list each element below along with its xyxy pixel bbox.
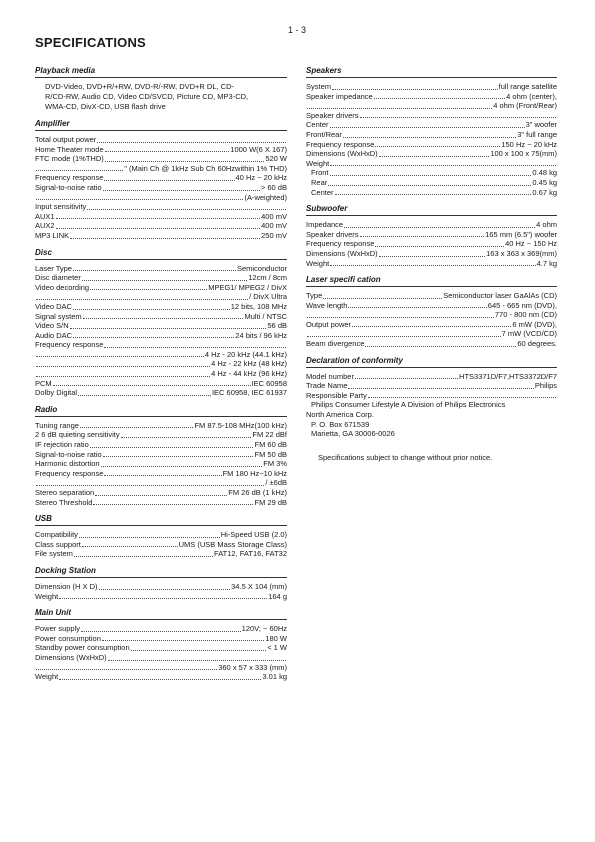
dot-leader <box>131 650 267 651</box>
spec-label: Trade Name <box>306 381 348 391</box>
dot-leader <box>36 170 123 171</box>
spec-label: Center <box>306 120 329 130</box>
spec-value: 4 ohm <box>536 220 557 230</box>
spec-value: (A-weighted) <box>244 192 287 202</box>
spec-value: 520 W <box>265 154 287 164</box>
dot-leader <box>80 427 194 428</box>
spec-row <box>35 312 287 322</box>
spec-label: Frequency response <box>35 340 104 350</box>
dot-leader <box>36 669 217 670</box>
spec-label: Video decording <box>35 282 90 292</box>
spec-label: IF rejection ratio <box>35 440 89 450</box>
spec-row <box>35 231 287 241</box>
spec-value: 4.7 kg <box>536 258 557 268</box>
spec-label: Dolby Digital <box>35 388 78 398</box>
spec-row <box>35 321 287 331</box>
section-docking-station <box>35 566 287 601</box>
spec-value: 3" woofer <box>525 120 557 130</box>
spec-row <box>306 301 557 311</box>
spec-row <box>35 359 287 369</box>
spec-value: 250 mV <box>261 230 287 240</box>
dot-leader <box>379 156 490 157</box>
specifications-note: Specifications subject to change without prior notice. <box>318 452 493 462</box>
spec-value: 0.48 kg <box>532 168 557 178</box>
spec-value: 1000 W(6 X 167) <box>230 144 287 154</box>
address-line: P. O. Box 671539 <box>311 419 370 429</box>
spec-row <box>306 291 557 301</box>
spec-label: File system <box>35 549 73 559</box>
dot-leader <box>368 397 556 398</box>
dot-leader <box>103 190 260 191</box>
spec-label: Dimension (H X D) <box>35 581 98 591</box>
spec-row <box>306 239 557 249</box>
spec-row <box>35 488 287 498</box>
section-playback-media <box>35 66 287 112</box>
spec-label: Beam divergence <box>306 339 365 349</box>
spec-value: UMS (USB Mass Storage Class) <box>178 539 287 549</box>
spec-value: full range satellite <box>498 82 557 91</box>
spec-row <box>35 498 287 508</box>
section-heading-laser-specification: Laser specifi cation <box>306 275 557 287</box>
section-heading-subwoofer: Subwoofer <box>306 204 557 216</box>
section-heading-main-unit: Main Unit <box>35 608 287 620</box>
spec-value: 4 Hz - 22 kHz (48 kHz) <box>211 359 287 369</box>
dot-leader <box>81 631 241 632</box>
spec-row <box>306 92 557 102</box>
spec-row <box>35 582 287 592</box>
spec-value: 163 x 363 x 369(mm) <box>486 248 557 258</box>
dot-leader <box>323 298 442 299</box>
declaration-address <box>306 400 557 438</box>
spec-row <box>306 310 557 320</box>
dot-leader <box>108 660 286 661</box>
spec-row <box>35 154 287 164</box>
dot-leader <box>74 556 213 557</box>
spec-value: 400 mV <box>261 211 287 221</box>
spec-value: IEC 60958, IEC 61937 <box>211 388 287 398</box>
spec-row <box>306 188 557 198</box>
spec-row <box>35 283 287 293</box>
spec-row <box>35 663 287 673</box>
dot-leader <box>352 326 511 327</box>
spec-row <box>35 421 287 431</box>
dot-leader <box>355 378 458 379</box>
dot-leader <box>348 307 486 308</box>
dot-leader <box>73 337 234 338</box>
spec-row <box>35 459 287 469</box>
spec-row <box>35 183 287 193</box>
spec-row <box>306 339 557 349</box>
spec-label: FTC mode (1%THD) <box>35 154 104 164</box>
spec-value: 12 bits, 108 MHz <box>230 301 287 311</box>
spec-row <box>306 259 557 269</box>
spec-value: 60 degrees. <box>517 339 557 349</box>
dot-leader <box>104 347 286 348</box>
spec-label: Video DAC <box>35 301 72 311</box>
dot-leader <box>348 388 534 389</box>
spec-label: Frequency response <box>35 173 104 183</box>
spec-label: Disc diameter <box>35 273 81 283</box>
spec-row <box>35 672 287 682</box>
spec-row <box>35 369 287 379</box>
dot-leader <box>335 194 532 195</box>
dot-leader <box>379 256 485 257</box>
spec-value: 100 x 100 x 75(mm) <box>490 149 557 159</box>
spec-row <box>35 540 287 550</box>
spec-label: AUX2 <box>35 221 55 231</box>
spec-value: FM 87.5-108 MHz(100 kHz) <box>194 420 287 430</box>
spec-label: Weight <box>306 258 330 268</box>
spec-label: Center <box>311 187 334 197</box>
spec-value: 24 bits / 96 kHz <box>235 330 287 340</box>
spec-value: 120V; ~ 60Hz <box>241 624 287 634</box>
spec-row <box>306 320 557 330</box>
dot-leader <box>53 385 251 386</box>
spec-row <box>306 168 557 178</box>
spec-value: / DivX Ultra <box>249 292 287 302</box>
spec-row <box>35 549 287 559</box>
spec-row <box>306 372 557 382</box>
section-radio <box>35 405 287 507</box>
dot-leader <box>90 289 207 290</box>
dot-leader <box>90 447 254 448</box>
spec-row <box>35 302 287 312</box>
spec-label: Stereo Threshold <box>35 497 93 507</box>
spec-value: > 60 dB <box>260 182 287 192</box>
spec-value: 12cm / 8cm <box>248 273 287 283</box>
address-line: North America Corp. <box>306 410 374 420</box>
spec-row <box>306 220 557 230</box>
spec-row <box>306 230 557 240</box>
spec-value: FM 26 dB (1 kHz) <box>228 488 287 497</box>
dot-leader <box>56 218 261 219</box>
section-disc <box>35 248 287 398</box>
spec-label: Stereo separation <box>35 488 95 497</box>
spec-value: 34.5 X 104 (mm) <box>231 581 287 591</box>
spec-label: Rear <box>311 177 328 187</box>
spec-row <box>306 159 557 169</box>
dot-leader <box>101 466 263 467</box>
section-heading-declaration: Declaration of conformity <box>306 356 557 368</box>
address-line: Philips Consumer Lifestyle A Division of Philips Electronics <box>311 400 506 410</box>
spec-value: 645 - 665 nm (DVD), <box>487 300 557 310</box>
spec-row <box>306 249 557 259</box>
dot-leader <box>70 238 260 239</box>
spec-value: FM 180 Hz~10 kHz <box>222 468 287 478</box>
spec-row <box>35 193 287 203</box>
spec-label: Speaker drivers <box>306 229 359 239</box>
spec-label: Output power <box>306 319 352 329</box>
spec-value: 40 Hz ~ 150 Hz <box>505 239 557 249</box>
spec-row <box>35 221 287 231</box>
spec-row <box>306 120 557 130</box>
spec-label: Laser Type <box>35 263 72 273</box>
spec-value: 360 x 57 x 333 (mm) <box>218 662 287 672</box>
spec-value: 0.45 kg <box>532 177 557 187</box>
dot-leader <box>344 227 535 228</box>
section-heading-radio: Radio <box>35 405 287 417</box>
spec-value: 40 Hz ~ 20 kHz <box>235 173 287 183</box>
spec-value: 4 Hz - 44 kHz (96 kHz) <box>211 369 287 379</box>
dot-leader <box>360 236 485 237</box>
dot-leader <box>79 537 220 538</box>
spec-label: Weight <box>35 591 59 601</box>
spec-label: Model number <box>306 371 354 381</box>
spec-value: FM 22 dBf <box>252 430 287 440</box>
spec-label: Power supply <box>35 624 81 634</box>
spec-value: HTS3371D/F7,HTS3372D/F7 <box>459 371 557 381</box>
spec-label: Class support <box>35 539 81 549</box>
spec-label: 2 6 dB quieting sensitivity <box>35 430 120 440</box>
spec-row <box>35 388 287 398</box>
spec-row <box>35 653 287 663</box>
section-declaration-of-conformity <box>306 356 557 439</box>
dot-leader <box>375 146 500 147</box>
spec-value: FAT12, FAT16, FAT32 <box>214 549 287 559</box>
spec-label: Standby power consumption <box>35 643 130 653</box>
spec-row <box>306 329 557 339</box>
spec-row <box>35 624 287 634</box>
section-heading-amplifier: Amplifier <box>35 119 287 131</box>
section-speakers <box>306 66 557 197</box>
spec-row <box>35 164 287 174</box>
dot-leader <box>105 151 230 152</box>
spec-label: Speaker drivers <box>306 110 359 120</box>
spec-row <box>35 592 287 602</box>
right-column <box>306 66 557 463</box>
spec-value: Hi-Speed USB (2.0) <box>220 530 287 540</box>
spec-row <box>306 178 557 188</box>
dot-leader <box>97 142 286 143</box>
spec-row <box>306 111 557 121</box>
spec-row <box>35 145 287 155</box>
spec-label: PCM <box>35 378 52 388</box>
dot-leader <box>104 180 234 181</box>
dot-leader <box>104 475 221 476</box>
spec-label: Dimensions (WxHxD) <box>306 149 378 159</box>
spec-row <box>35 292 287 302</box>
spec-label: Video S/N <box>35 321 69 331</box>
spec-value: 3" full range <box>517 129 557 139</box>
section-heading-usb: USB <box>35 514 287 526</box>
spec-label: Responsible Party <box>306 390 367 400</box>
section-amplifier <box>35 119 287 241</box>
dot-leader <box>59 679 261 680</box>
dot-leader <box>121 437 252 438</box>
spec-value: 4 ohm (Front/Rear) <box>493 101 557 111</box>
dot-leader <box>82 280 247 281</box>
dot-leader <box>365 346 516 347</box>
dot-leader <box>360 117 556 118</box>
dot-leader <box>59 598 267 599</box>
dot-leader <box>343 137 516 138</box>
dot-leader <box>78 395 211 396</box>
spec-value: Semiconductor <box>236 263 287 273</box>
section-heading-playback-media: Playback media <box>35 66 287 78</box>
dot-leader <box>36 376 210 377</box>
dot-leader <box>70 328 267 329</box>
dot-leader <box>330 265 535 266</box>
dot-leader <box>103 456 254 457</box>
spec-label: Tuning range <box>35 420 79 430</box>
spec-label: Dimensions (WxHxD) <box>35 652 107 662</box>
spec-value: 4 Hz - 20 kHz (44.1 kHz) <box>204 349 287 359</box>
spec-value: 4 ohm (center), <box>506 91 557 101</box>
spec-label: Frequency response <box>35 468 104 478</box>
spec-row <box>35 478 287 488</box>
spec-label: System <box>306 82 332 91</box>
spec-row <box>35 643 287 653</box>
spec-row <box>35 212 287 222</box>
address-line: Marietta, GA 30006-0026 <box>311 429 395 439</box>
dot-leader <box>93 504 253 505</box>
dot-leader <box>330 127 525 128</box>
spec-value: 165 mm (6.5") woofer <box>485 229 557 239</box>
spec-row <box>306 391 557 401</box>
dot-leader <box>73 309 230 310</box>
spec-value: / ±6dB <box>265 478 287 488</box>
spec-label: Power consumption <box>35 633 101 643</box>
spec-value: Philips <box>534 381 557 391</box>
dot-leader <box>82 546 178 547</box>
spec-value: FM 50 dB <box>254 449 287 459</box>
playback-media-text: DVD-Video, DVD+R/+RW, DVD-R/-RW, DVD+R DL, CD- R/CD-RW, Audio CD, Video CD/SVCD, Picture CD, MP3-CD, WMA-CD, DivX-CD, USB flash drive <box>45 82 249 111</box>
spec-label: Front <box>311 168 329 178</box>
spec-label: Signal system <box>35 311 82 321</box>
spec-value: Multi / NTSC <box>244 311 287 321</box>
spec-row <box>306 82 557 92</box>
dot-leader <box>36 199 243 200</box>
spec-value: Semiconductor laser GaAlAs (CD) <box>443 291 557 301</box>
spec-label: AUX1 <box>35 211 55 221</box>
dot-leader <box>83 318 244 319</box>
spec-value: MPEG1/ MPEG2 / DivX <box>208 282 287 292</box>
spec-label: Dimensions (WxHxD) <box>306 248 378 258</box>
spec-label: Type <box>306 291 323 301</box>
dot-leader <box>99 589 231 590</box>
spec-row <box>35 264 287 274</box>
dot-leader <box>36 485 264 486</box>
dot-leader <box>87 209 286 210</box>
dot-leader <box>330 175 532 176</box>
dot-leader <box>375 246 504 247</box>
dot-leader <box>307 317 494 318</box>
spec-label: Audio DAC <box>35 330 73 340</box>
spec-value: 6 mW (DVD), <box>512 319 557 329</box>
spec-label: Input sensitivity <box>35 202 87 212</box>
spec-row <box>35 634 287 644</box>
dot-leader <box>105 161 265 162</box>
spec-label: MP3 LINK <box>35 230 70 240</box>
spec-row <box>35 350 287 360</box>
section-heading-speakers: Speakers <box>306 66 557 78</box>
spec-label: Wave length <box>306 300 348 310</box>
spec-row <box>35 331 287 341</box>
spec-row <box>35 202 287 212</box>
dot-leader <box>36 356 204 357</box>
spec-label: Front/Rear <box>306 129 342 139</box>
page-number: 1 - 3 <box>288 25 307 35</box>
spec-row <box>35 440 287 450</box>
spec-value: 164 g <box>268 591 287 601</box>
dot-leader <box>307 336 501 337</box>
spec-value: 180 W <box>265 633 287 643</box>
spec-value: IEC 60958 <box>251 378 287 388</box>
dot-leader <box>102 640 264 641</box>
dot-leader <box>374 98 505 99</box>
spec-value: < 1 W <box>267 643 287 653</box>
dot-leader <box>330 165 556 166</box>
spec-row <box>306 381 557 391</box>
spec-value: " (Main Ch @ 1kHz Sub Ch 60Hzwithin 1% THD) <box>124 163 287 173</box>
spec-row <box>306 101 557 111</box>
spec-value: 770 - 800 nm (CD) <box>494 310 557 320</box>
spec-label: Weight <box>35 672 59 682</box>
dot-leader <box>36 299 248 300</box>
spec-row <box>35 450 287 460</box>
dot-leader <box>73 270 236 271</box>
dot-leader <box>36 366 210 367</box>
spec-label: Signal-to-noise ratio <box>35 449 102 459</box>
spec-label: Weight <box>306 158 330 168</box>
spec-value: 150 Hz ~ 20 kHz <box>501 139 557 149</box>
spec-row <box>306 130 557 140</box>
section-main-unit <box>35 608 287 682</box>
spec-row <box>35 379 287 389</box>
spec-row <box>306 140 557 150</box>
dot-leader <box>307 108 492 109</box>
spec-label: Total output power <box>35 135 97 144</box>
spec-row <box>306 149 557 159</box>
dot-leader <box>95 495 227 496</box>
spec-value: FM 29 dB <box>254 497 287 507</box>
spec-value: 56 dB <box>267 321 287 331</box>
left-column <box>35 66 287 689</box>
spec-value: 0.67 kg <box>532 187 557 197</box>
spec-value: FM 60 dB <box>254 440 287 450</box>
spec-label: Home Theater mode <box>35 144 104 154</box>
spec-value: FM 3% <box>263 459 287 469</box>
section-heading-docking-station: Docking Station <box>35 566 287 578</box>
spec-label: Signal-to-noise ratio <box>35 182 102 192</box>
spec-value: 7 mW (VCD/CD) <box>501 329 557 339</box>
dot-leader <box>56 228 261 229</box>
spec-row <box>35 530 287 540</box>
dot-leader <box>332 89 498 90</box>
spec-label: Compatibility <box>35 530 78 540</box>
spec-row <box>35 340 287 350</box>
spec-row <box>35 430 287 440</box>
spec-label: Impedance <box>306 220 344 230</box>
section-usb <box>35 514 287 559</box>
spec-label: Speaker impedance <box>306 91 373 101</box>
spec-label: Frequency response <box>306 139 375 149</box>
spec-label: Harmonic distortion <box>35 459 100 469</box>
page-title: SPECIFICATIONS <box>35 35 146 50</box>
spec-value: 400 mV <box>261 221 287 231</box>
spec-row <box>35 273 287 283</box>
spec-row <box>35 469 287 479</box>
spec-value: 3.01 kg <box>262 672 287 682</box>
dot-leader <box>328 185 531 186</box>
spec-row <box>35 173 287 183</box>
section-subwoofer <box>306 204 557 268</box>
section-laser-specification <box>306 275 557 349</box>
section-heading-disc: Disc <box>35 248 287 260</box>
spec-label: Frequency response <box>306 239 375 249</box>
spec-row <box>35 135 287 145</box>
